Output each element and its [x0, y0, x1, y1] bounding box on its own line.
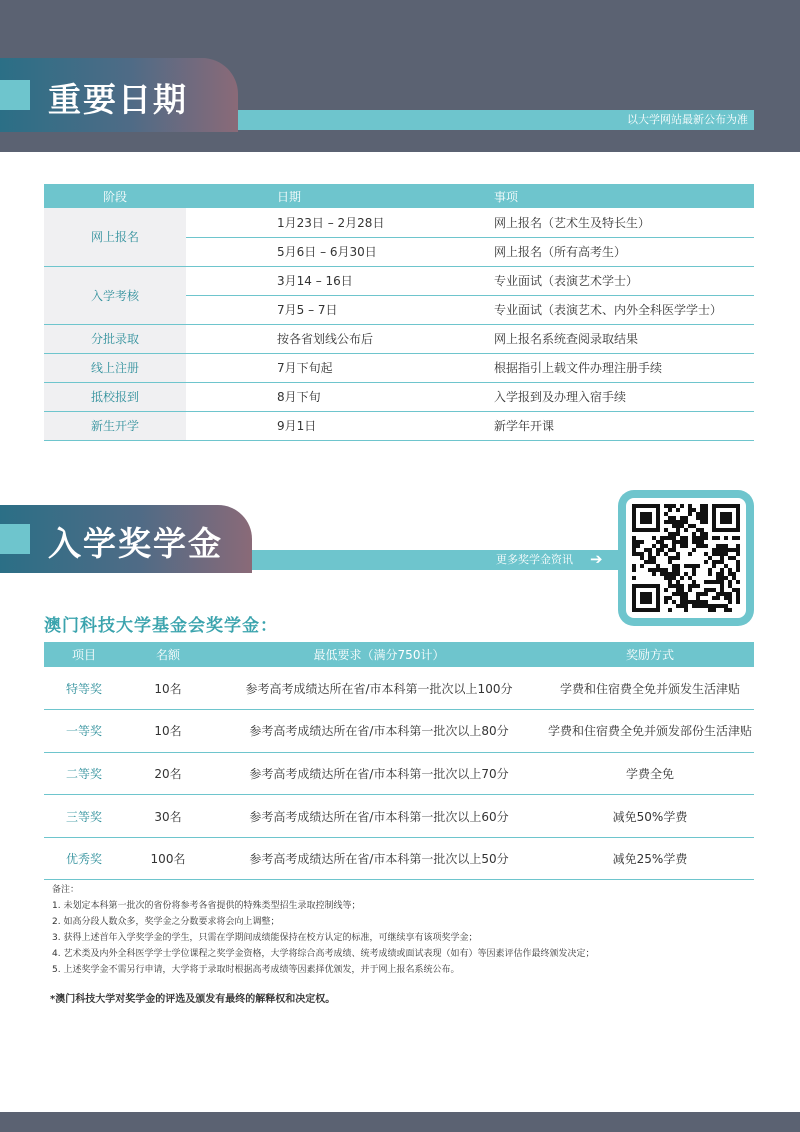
scholarship-quota: 10名	[124, 667, 212, 710]
header-item: 事项	[482, 184, 754, 208]
stage-cell: 新生开学	[44, 411, 186, 440]
item-cell: 专业面试（表演艺术学士）	[482, 266, 754, 295]
table-row	[44, 837, 754, 880]
item-cell: 新学年开课	[482, 411, 754, 440]
arrow-right-icon: ➔	[590, 550, 603, 568]
date-cell: 9月1日	[186, 411, 482, 440]
scholarship-name: 一等奖	[44, 710, 124, 753]
notes-block	[52, 882, 594, 978]
scholarship-subtitle: 澳门科技大学基金会奖学金：	[44, 616, 278, 636]
item-cell: 网上报名系统查阅录取结果	[482, 324, 754, 353]
table-row	[44, 667, 754, 710]
scholarship-award: 减免50%学费	[546, 795, 754, 838]
header-item: 项目	[44, 642, 124, 667]
scholarship-award: 学费全免	[546, 752, 754, 795]
note-line: 2. 如高分段人数众多，奖学金之分数要求将会向上调整；	[52, 917, 280, 927]
dates-table	[44, 184, 754, 441]
header-date: 日期	[186, 184, 482, 208]
header-award: 奖励方式	[546, 642, 754, 667]
table-row	[44, 795, 754, 838]
qr-code-frame	[618, 490, 754, 626]
scholarship-requirement: 参考高考成绩达所在省/市本科第一批次以上80分	[212, 710, 546, 753]
scholarship-table	[44, 642, 754, 880]
date-cell: 7月下旬起	[186, 353, 482, 382]
item-cell: 网上报名（所有高考生）	[482, 237, 754, 266]
date-cell: 1月23日 – 2月28日	[186, 208, 482, 237]
date-cell: 3月14 – 16日	[186, 266, 482, 295]
date-cell: 按各省划线公布后	[186, 324, 482, 353]
header-stage: 阶段	[44, 184, 186, 208]
note-line: 5. 上述奖学金不需另行申请，大学将于录取时根据高考成绩等因素择优颁发，并于网上报名系统公布。	[52, 965, 460, 975]
item-cell: 根据指引上载文件办理注册手续	[482, 353, 754, 382]
scholarship-quota: 30名	[124, 795, 212, 838]
date-cell: 5月6日 – 6月30日	[186, 237, 482, 266]
scholarship-requirement: 参考高考成绩达所在省/市本科第一批次以上50分	[212, 837, 546, 880]
scholarship-name: 特等奖	[44, 667, 124, 710]
table-header-row	[44, 642, 754, 667]
scholarship-name: 三等奖	[44, 795, 124, 838]
note-line: 1. 未划定本科第一批次的省份将参考各省提供的特殊类型招生录取控制线等；	[52, 901, 361, 911]
scholarship-quota: 10名	[124, 710, 212, 753]
notes-title: 备注：	[52, 885, 80, 895]
scholarship-award: 减免25%学费	[546, 837, 754, 880]
scholarship-quota: 100名	[124, 837, 212, 880]
table-row	[44, 382, 754, 411]
qr-code-icon[interactable]	[632, 504, 740, 612]
note-line: 3. 获得上述首年入学奖学金的学生，只需在学期间成绩能保持在校方认定的标准，可继续享有该项奖学金；	[52, 933, 478, 943]
item-cell: 专业面试（表演艺术、内外全科医学学士）	[482, 295, 754, 324]
table-row	[44, 752, 754, 795]
item-cell: 网上报名（艺术生及特长生）	[482, 208, 754, 237]
header-requirement: 最低要求（满分750计）	[212, 642, 546, 667]
stage-cell: 抵校报到	[44, 382, 186, 411]
table-row	[44, 710, 754, 753]
scholarship-quota: 20名	[124, 752, 212, 795]
stage-cell: 入学考核	[44, 266, 186, 324]
scholarship-award: 学费和住宿费全免并颁发部份生活津贴	[546, 710, 754, 753]
date-cell: 7月5 – 7日	[186, 295, 482, 324]
table-row	[44, 266, 754, 295]
dates-note: 以大学网站最新公布为准	[627, 113, 748, 126]
date-cell: 8月下旬	[186, 382, 482, 411]
table-row	[44, 208, 754, 237]
scholarship-requirement: 参考高考成绩达所在省/市本科第一批次以上100分	[212, 667, 546, 710]
scholarship-requirement: 参考高考成绩达所在省/市本科第一批次以上60分	[212, 795, 546, 838]
section-title: 重要日期	[48, 80, 188, 119]
more-scholarship-link[interactable]: 更多奖学金资讯	[496, 553, 573, 566]
table-row	[44, 324, 754, 353]
table-row	[44, 353, 754, 382]
footer-band	[0, 1112, 800, 1132]
scholarship-award: 学费和住宿费全免并颁发生活津贴	[546, 667, 754, 710]
scholarship-name: 优秀奖	[44, 837, 124, 880]
table-header-row	[44, 184, 754, 208]
scholarship-title: 入学奖学金	[48, 524, 223, 563]
scholarship-name: 二等奖	[44, 752, 124, 795]
scholarship-requirement: 参考高考成绩达所在省/市本科第一批次以上70分	[212, 752, 546, 795]
item-cell: 入学报到及办理入宿手续	[482, 382, 754, 411]
stage-cell: 分批录取	[44, 324, 186, 353]
title-accent-block	[0, 524, 30, 554]
disclaimer: *澳门科技大学对奖学金的评选及颁发有最终的解释权和决定权。	[50, 994, 336, 1005]
stage-cell: 线上注册	[44, 353, 186, 382]
title-accent-block	[0, 80, 30, 110]
stage-cell: 网上报名	[44, 208, 186, 266]
header-quota: 名额	[124, 642, 212, 667]
note-line: 4. 艺术类及内外全科医学学士学位课程之奖学金资格，大学将综合高考成绩、统考成绩或面试表现（如有）等因素评估作最终颁发决定；	[52, 949, 595, 959]
table-row	[44, 411, 754, 440]
